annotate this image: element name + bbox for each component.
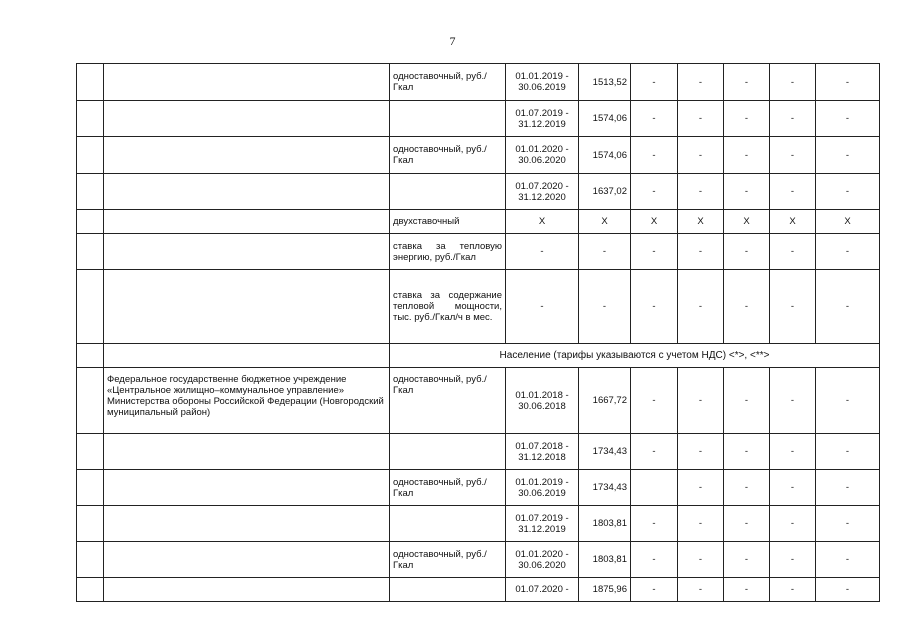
table-row: [77, 344, 880, 368]
organization-cell: [104, 137, 390, 174]
data-cell: -: [631, 174, 678, 210]
data-cell: -: [770, 470, 816, 506]
organization-cell: [104, 174, 390, 210]
tariff-value-cell: X: [579, 210, 631, 234]
row-number-cell: [77, 344, 104, 368]
data-cell: -: [678, 174, 724, 210]
data-cell: -: [724, 578, 770, 602]
table-row: [77, 542, 880, 578]
row-number-cell: [77, 368, 104, 434]
tariff-type-cell: двухставочный: [390, 210, 506, 234]
tariff-value-cell: 1574,06: [579, 101, 631, 137]
data-cell: -: [631, 506, 678, 542]
data-cell: -: [770, 234, 816, 270]
tariff-value-cell: 1667,72: [579, 368, 631, 434]
tariff-value-cell: -: [579, 234, 631, 270]
tariff-value-cell: 1875,96: [579, 578, 631, 602]
data-cell: -: [770, 270, 816, 344]
table-row: [77, 368, 880, 434]
tariff-value-cell: 1803,81: [579, 542, 631, 578]
organization-cell: [104, 270, 390, 344]
data-cell: -: [724, 542, 770, 578]
data-cell: -: [816, 101, 880, 137]
data-cell: -: [631, 368, 678, 434]
table-row: [77, 470, 880, 506]
tariff-table: [76, 63, 880, 602]
data-cell: -: [816, 234, 880, 270]
table-row: [77, 174, 880, 210]
data-cell: -: [770, 506, 816, 542]
tariff-type-cell: ставка за содержание тепловой мощности, тыс. руб./Гкал/ч в мес.: [390, 270, 506, 344]
tariff-type-cell: одноставочный, руб./Гкал: [390, 542, 506, 578]
period-cell: 01.01.2019 - 30.06.2019: [506, 64, 579, 101]
organization-cell: [104, 506, 390, 542]
data-cell: -: [816, 270, 880, 344]
data-cell: -: [631, 64, 678, 101]
data-cell: -: [678, 506, 724, 542]
organization-name: Федеральное государственне бюджетное учреждение «Центральное жилищно–коммунальное управление» Министерства обороны Российской Федерации (Новгородский муниципальный район): [104, 368, 390, 434]
data-cell: -: [631, 542, 678, 578]
period-cell: X: [506, 210, 579, 234]
data-cell: -: [724, 368, 770, 434]
data-cell: -: [724, 234, 770, 270]
data-cell: -: [724, 64, 770, 101]
data-cell: -: [678, 234, 724, 270]
data-cell: -: [678, 64, 724, 101]
data-cell: -: [631, 578, 678, 602]
data-cell: -: [816, 542, 880, 578]
data-cell: -: [816, 506, 880, 542]
row-number-cell: [77, 470, 104, 506]
row-number-cell: [77, 506, 104, 542]
data-cell: -: [678, 137, 724, 174]
data-cell: -: [770, 434, 816, 470]
data-cell: -: [678, 270, 724, 344]
data-cell: -: [631, 434, 678, 470]
table-row: [77, 234, 880, 270]
row-number-cell: [77, 64, 104, 101]
data-cell: X: [678, 210, 724, 234]
organization-cell: [104, 470, 390, 506]
organization-cell: [104, 344, 390, 368]
data-cell: -: [770, 368, 816, 434]
table-row: [77, 64, 880, 101]
section-header: Население (тарифы указываются с учетом НДС) <*>, <**>: [390, 344, 880, 368]
period-cell: 01.01.2020 - 30.06.2020: [506, 542, 579, 578]
tariff-type-cell: ставка за тепловую энергию, руб./Гкал: [390, 234, 506, 270]
tariff-value-cell: 1513,52: [579, 64, 631, 101]
data-cell: -: [816, 174, 880, 210]
row-number-cell: [77, 434, 104, 470]
data-cell: [631, 470, 678, 506]
data-cell: -: [816, 434, 880, 470]
row-number-cell: [77, 542, 104, 578]
data-cell: -: [816, 578, 880, 602]
data-cell: -: [816, 64, 880, 101]
table-row: [77, 578, 880, 602]
tariff-type-cell: [390, 506, 506, 542]
organization-cell: [104, 101, 390, 137]
data-cell: -: [816, 470, 880, 506]
data-cell: -: [770, 542, 816, 578]
period-cell: 01.07.2020 -: [506, 578, 579, 602]
tariff-value-cell: 1803,81: [579, 506, 631, 542]
organization-cell: [104, 434, 390, 470]
data-cell: -: [816, 137, 880, 174]
tariff-value-cell: 1574,06: [579, 137, 631, 174]
period-cell: 01.07.2019 - 31.12.2019: [506, 101, 579, 137]
tariff-type-cell: одноставочный, руб./Гкал: [390, 368, 506, 434]
data-cell: -: [724, 101, 770, 137]
data-cell: X: [631, 210, 678, 234]
data-cell: -: [678, 368, 724, 434]
tariff-value-cell: 1637,02: [579, 174, 631, 210]
data-cell: -: [724, 174, 770, 210]
period-cell: 01.07.2019 - 31.12.2019: [506, 506, 579, 542]
tariff-value-cell: 1734,43: [579, 470, 631, 506]
row-number-cell: [77, 270, 104, 344]
tariff-type-cell: [390, 101, 506, 137]
table-row: [77, 270, 880, 344]
page-number: 7: [449, 34, 456, 48]
data-cell: -: [631, 137, 678, 174]
data-cell: -: [724, 137, 770, 174]
period-cell: 01.01.2018 - 30.06.2018: [506, 368, 579, 434]
organization-cell: [104, 234, 390, 270]
period-cell: 01.07.2020 - 31.12.2020: [506, 174, 579, 210]
data-cell: -: [631, 234, 678, 270]
data-cell: -: [678, 578, 724, 602]
data-cell: -: [770, 101, 816, 137]
data-cell: -: [724, 270, 770, 344]
period-cell: 01.01.2020 - 30.06.2020: [506, 137, 579, 174]
organization-cell: [104, 542, 390, 578]
tariff-type-cell: [390, 174, 506, 210]
period-cell: 01.01.2019 - 30.06.2019: [506, 470, 579, 506]
table-row: [77, 101, 880, 137]
data-cell: -: [678, 434, 724, 470]
row-number-cell: [77, 234, 104, 270]
data-cell: -: [770, 137, 816, 174]
data-cell: X: [770, 210, 816, 234]
row-number-cell: [77, 578, 104, 602]
data-cell: -: [770, 64, 816, 101]
tariff-value-cell: -: [579, 270, 631, 344]
row-number-cell: [77, 101, 104, 137]
row-number-cell: [77, 210, 104, 234]
tariff-value-cell: 1734,43: [579, 434, 631, 470]
table-row: [77, 506, 880, 542]
data-cell: -: [724, 470, 770, 506]
data-cell: X: [816, 210, 880, 234]
data-cell: -: [631, 101, 678, 137]
table-row: [77, 210, 880, 234]
row-number-cell: [77, 174, 104, 210]
data-cell: -: [724, 506, 770, 542]
organization-cell: [104, 210, 390, 234]
data-cell: X: [724, 210, 770, 234]
period-cell: 01.07.2018 - 31.12.2018: [506, 434, 579, 470]
tariff-type-cell: одноставочный, руб./Гкал: [390, 64, 506, 101]
data-cell: -: [724, 434, 770, 470]
period-cell: -: [506, 234, 579, 270]
data-cell: -: [770, 578, 816, 602]
data-cell: -: [631, 270, 678, 344]
organization-cell: [104, 578, 390, 602]
table-row: [77, 434, 880, 470]
period-cell: -: [506, 270, 579, 344]
tariff-type-cell: [390, 434, 506, 470]
data-cell: -: [678, 470, 724, 506]
data-cell: -: [678, 542, 724, 578]
data-cell: -: [770, 174, 816, 210]
data-cell: -: [678, 101, 724, 137]
tariff-table-body: [77, 64, 880, 602]
tariff-type-cell: одноставочный, руб./Гкал: [390, 137, 506, 174]
organization-cell: [104, 64, 390, 101]
tariff-type-cell: [390, 578, 506, 602]
table-row: [77, 137, 880, 174]
tariff-type-cell: одноставочный, руб./Гкал: [390, 470, 506, 506]
row-number-cell: [77, 137, 104, 174]
data-cell: -: [816, 368, 880, 434]
